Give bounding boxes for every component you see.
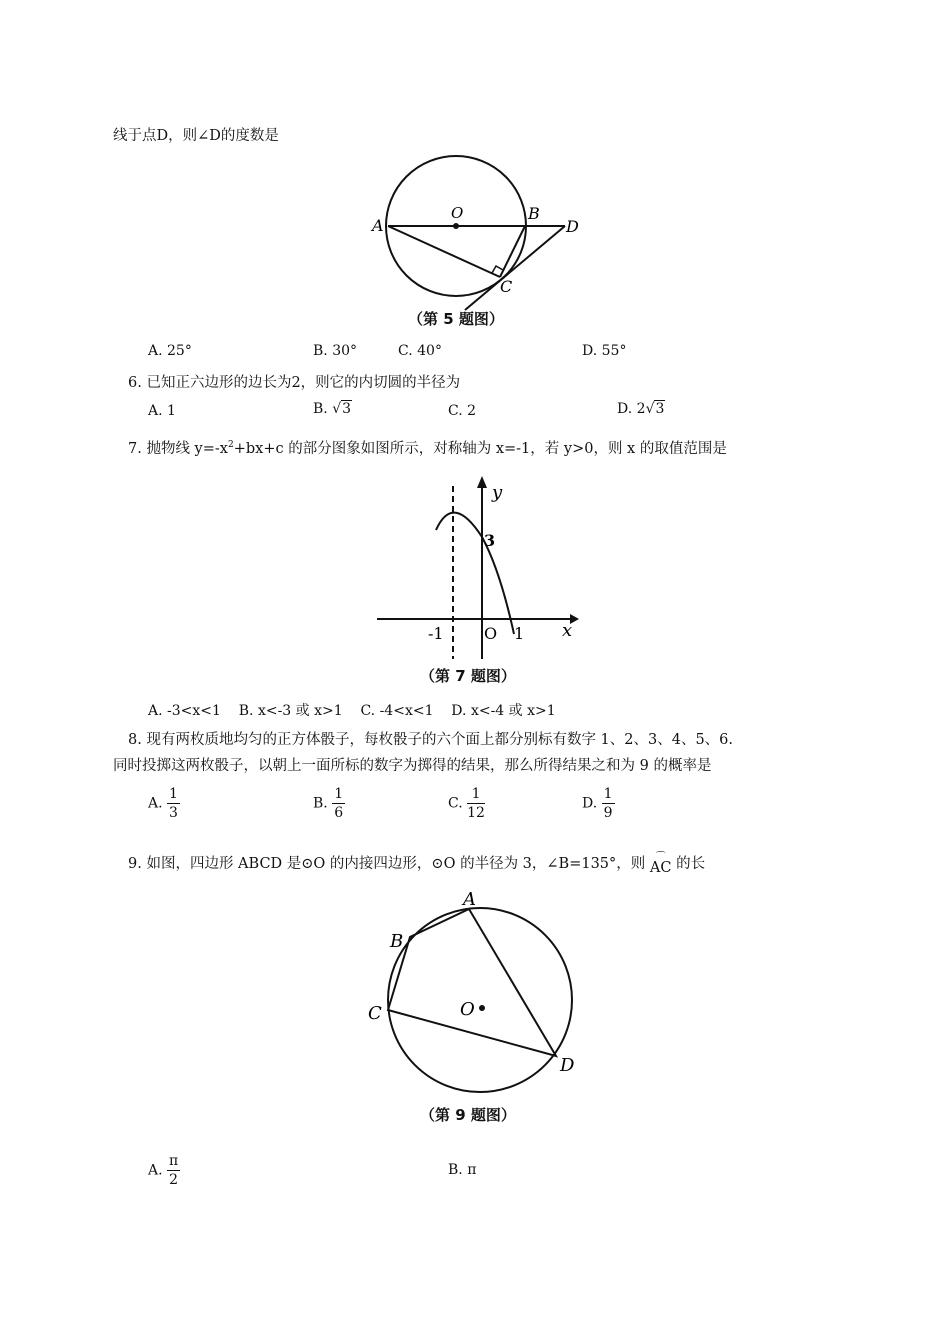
q7-text: 7. 抛物线 $y=-x^2+bx+c$ 的部分图象如图所示，对称轴为 x=-1，若 y>0，则 x 的取值范围是 <box>128 440 727 457</box>
q5-label-a: A <box>372 216 384 235</box>
q5-center-dot <box>453 223 459 229</box>
q5-chord-ac <box>388 226 500 277</box>
q7-y-arrow <box>477 476 487 488</box>
q9-label-o: O <box>460 999 475 1020</box>
q9-circle <box>388 908 572 1092</box>
q6-option-d: D. 2√3 <box>617 401 665 417</box>
fraction: $\frac{1}{6}$ <box>334 786 344 822</box>
q9-caption: （第 9 题图） <box>420 1106 516 1124</box>
q9-figure <box>360 885 590 1095</box>
q7-origin: O <box>484 624 498 643</box>
q7-tick-1: 1 <box>514 624 525 643</box>
q6-option-c: C. 2 <box>448 403 477 419</box>
q9-label-b: B <box>390 931 404 952</box>
q9-label-d: D <box>560 1055 575 1076</box>
arc-notation: ⌒ AC <box>649 852 672 876</box>
q9-label-a: A <box>463 889 476 910</box>
sqrt-symbol: √3 <box>332 401 352 417</box>
q5-label-o: O <box>451 204 464 222</box>
q6-text: 6. 已知正六边形的边长为2，则它的内切圆的半径为 <box>128 375 461 391</box>
q9-center-dot <box>479 1005 485 1011</box>
q7-axis-x-label: x <box>562 620 573 641</box>
q9-quadrilateral <box>388 909 556 1056</box>
q6-option-a: A. 1 <box>148 403 176 419</box>
fraction: $\frac{1}{9}$ <box>603 786 613 822</box>
fraction: $\frac{1}{3}$ <box>169 786 178 822</box>
q7-tick-neg1: -1 <box>428 624 444 643</box>
q5-label-d: D <box>566 217 579 236</box>
q5-option-a: A. 25° <box>148 343 192 359</box>
q9-label-c: C <box>368 1003 382 1024</box>
q5-option-b: B. 30° <box>313 343 358 359</box>
q9-text: 9. 如图，四边形 ABCD 是⊙O 的内接四边形，⊙O 的半径为 3，∠B=135°，则 ⌒ AC 的长 <box>128 852 706 876</box>
q8-option-c: C. $\frac{1}{12}$ <box>448 786 485 822</box>
q5-text: 线于点D，则∠D的度数是 <box>113 128 279 144</box>
q8-option-a: A. $\frac{1}{3}$ <box>148 786 178 822</box>
q6-option-b: B. √3 <box>313 401 352 417</box>
sqrt-symbol: √3 <box>645 401 665 417</box>
q7-axis-y-label: y <box>492 482 503 503</box>
q8-option-b: B. $\frac{1}{6}$ <box>313 786 344 822</box>
q8-line1: 8. 现有两枚质地均匀的正方体骰子，每枚骰子的六个面上都分别标有数字 1、2、3、4、5、6. <box>128 732 734 748</box>
q5-option-c: C. 40° <box>398 343 442 359</box>
q7-caption: （第 7 题图） <box>420 667 516 685</box>
q7-parabola <box>436 513 514 634</box>
q5-label-b: B <box>528 204 540 223</box>
q8-line2: 同时投掷这两枚骰子，以朝上一面所标的数字为掷得的结果，那么所得结果之和为 9 的概率是 <box>113 758 712 774</box>
q5-option-d: D. 55° <box>582 343 627 359</box>
fraction: $\frac{1}{12}$ <box>467 786 485 822</box>
q5-label-c: C <box>500 277 513 296</box>
q5-caption: （第 5 题图） <box>408 310 504 328</box>
fraction: $\frac{\pi}{2}$ <box>169 1153 179 1189</box>
q5-right-angle-mark <box>492 266 503 273</box>
q9-option-a: A. $\frac{\pi}{2}$ <box>148 1153 179 1189</box>
q8-option-d: D. $\frac{1}{9}$ <box>582 786 613 822</box>
q7-options: A. -3<x<1 B. x<-3 或 x>1 C. -4<x<1 D. x<-4 或 x>1 <box>148 703 556 719</box>
q9-option-b: B. π <box>448 1162 477 1178</box>
q7-tick-3: 3 <box>484 531 496 550</box>
q7-graph <box>372 474 582 664</box>
